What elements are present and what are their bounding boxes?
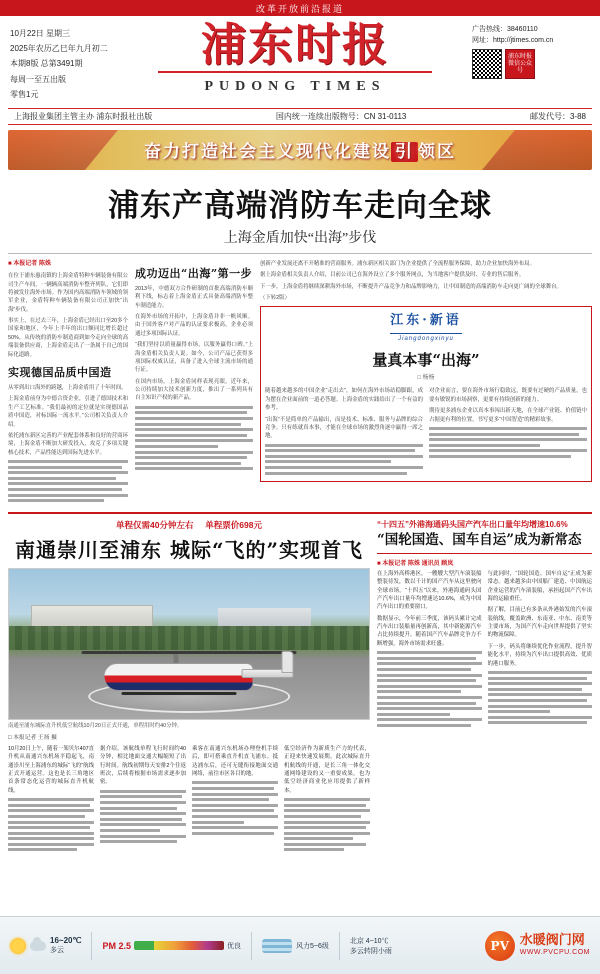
helicopter-column-2	[100, 745, 186, 854]
banner-text-before: 奋力打造社会主义现代化建设	[144, 142, 391, 163]
helicopter-tail-fin	[282, 651, 294, 673]
opinion-brand-cn: 江东·新语	[390, 311, 462, 333]
helicopter-column-3	[192, 745, 278, 854]
wind-level: 风力5~6级	[295, 942, 329, 950]
shipping-headline: “国轮国造、国车自运”成为新常态	[377, 531, 582, 548]
paragraph: 数据显示，今年前三季度，该码头累计完成汽车出口装船量再创新高，其中新能源汽车占比持续提升。随着国产汽车品牌竞争力不断增强，海外市场需求旺盛。	[377, 615, 482, 647]
article-column-1	[8, 260, 128, 505]
text-block-filler	[377, 651, 482, 727]
paragraph: 依托浦东新区完善的产业配套体系和良好的营商环境，上海金盾不断加大研发投入，攻克了多项关键核心技术，产品性能达到国际先进水平。	[8, 432, 128, 456]
paragraph: “出海”不是简单的产品输出，而是技术、标准、服务与品牌的综合竞争。只有练就真本事，才能在全球市场的激烈角逐中赢得一席之地。	[265, 416, 423, 440]
helicopter-kicker-left: 单程仅需40分钟左右	[116, 519, 194, 530]
banner-text-after: 领区	[418, 142, 456, 163]
article-column-3	[260, 260, 592, 505]
text-block-filler	[8, 798, 94, 851]
weather-bar	[0, 916, 600, 974]
qr-code-icon[interactable]	[472, 49, 502, 79]
opinion-body	[265, 387, 587, 477]
helicopter-illustration	[82, 647, 297, 703]
helicopter-kicker-right: 单程票价698元	[205, 519, 262, 530]
rotor-blade	[82, 651, 297, 654]
continuation-note: （下转2版）	[260, 295, 290, 302]
issue-number: 本期8版 总第3491期	[10, 59, 83, 69]
masthead-title-block	[118, 18, 472, 95]
weather-city2-condition: 多云转阴小雨	[349, 947, 392, 955]
opinion-column-right	[429, 387, 587, 477]
campaign-banner	[8, 130, 592, 170]
text-block-filler	[488, 671, 593, 724]
lead-article-body	[8, 260, 592, 505]
shipping-divider	[377, 553, 592, 554]
paragraph: 2013年，中德双方合作研制的首批高端消防车顺利下线，标志着上海金盾正式具备高端消防车整车制造能力。	[135, 285, 253, 309]
paragraph: 随着越来越多的中国企业“走出去”，如何在海外市场站稳脚跟，成为摆在企业面前的一道必答题。上海金盾的实践给出了一个有益的参考。	[265, 388, 423, 412]
paragraph: 下一步，码头将继续优化作业流程，提升智能化水平，持续为汽车出口提供高效、优质的港口服务。	[487, 643, 592, 667]
helicopter-headline: 南通崇川至浦东 城际“飞的”实现首飞	[15, 537, 363, 562]
paragraph: 上海金盾前身为中德合资企业，引进了德国技术和生产工艺标准。“我们最初的定位就是实现德国品质中国造，对标国际一流水平。”公司相关负责人介绍。	[8, 396, 128, 428]
opinion-column-left	[265, 387, 423, 477]
text-block-filler	[8, 460, 128, 502]
paragraph: 在海外市场的开拓中，上海金盾并非一帆风顺。由于国外客户对产品的认证要求极高，企业必须通过多项国际认证。	[135, 314, 253, 337]
issue-lunar-date: 2025年农历乙巳年九月初二	[10, 44, 108, 54]
weather-city2-temp: 4~10℃	[365, 937, 389, 945]
website-url: 网址：http://jtimes.com.cn	[472, 37, 554, 45]
lead-headline: 浦东产高端消防车走向全球	[108, 187, 492, 224]
watermark-logo	[485, 931, 590, 961]
helicopter-kicker	[8, 519, 370, 531]
paragraph: 10月20日上午，随着一架贝尔407直升机从南通兴东机场平稳起飞，南通崇川至上海浦东的城际“飞的”航线正式开通运营。这也是长三角地区首条常态化运营的城际直升机航线。	[8, 745, 94, 794]
helicopter-article	[8, 519, 370, 854]
campaign-banner-text	[144, 137, 456, 162]
banner-text-highlight: 引	[391, 142, 418, 162]
watermark-url: WWW.PVCPU.COM	[519, 948, 590, 956]
publication-info-bar	[8, 108, 592, 125]
opinion-title: 量真本事“出海”	[372, 350, 480, 369]
masthead-divider	[158, 71, 432, 73]
helicopter-photo	[8, 568, 370, 720]
paragraph: “我们坚持以质量赢得市场，以服务赢得口碑。”上海金盾相关负责人说。如今，公司产品已获得多项国际权威认证，具备了进入全球主流市场的通行证。	[135, 342, 253, 374]
air-quality	[102, 941, 241, 951]
paragraph: 乘客在南通兴东机场办理登机手续后，即可搭乘直升机直飞浦东。抵达浦东后，还可无缝衔接地面交通网络，前往市区各目的地。	[192, 745, 278, 778]
paper-title-cn: 浦东时报	[200, 18, 389, 71]
paragraph: 事实上，在过去三年，上海金盾已经出口至20多个国家和地区，今年上半年的出口额同比增长超过50%。从传统的消防车制造商到如今走向全球的高端装备供应商，上海金盾走出了一条属于自己的国际化道路。	[8, 318, 128, 358]
shipping-article-body	[377, 570, 592, 730]
ad-hotline: 广告热线：38460110	[472, 26, 538, 33]
helicopter-column-4	[284, 745, 370, 854]
weather-today-temp: 16~20℃	[50, 936, 82, 945]
headline-divider	[8, 253, 592, 254]
helicopter-skid	[122, 692, 237, 695]
weather-today-condition: 多云	[50, 947, 64, 954]
article-byline: ■ 本报记者 陈姝	[8, 260, 128, 269]
masthead-issue-info	[10, 22, 118, 102]
text-block-filler	[192, 781, 278, 834]
paragraph: 期待更多浦东企业以真本事闯出新天地，在全球产业链、价值链中占据更有利的位置，书写更多“中国智造”的精彩故事。	[429, 408, 587, 423]
publish-frequency: 每周一至五出版	[10, 74, 66, 84]
weather-city2-info	[350, 936, 392, 956]
paragraph: 据介绍，该航线单程飞行时间约40分钟，相比地面交通大幅缩短了出行时间。航线初期每天安排2个往返班次，后续将根据市场需求逐步加密。	[100, 745, 186, 786]
paragraph: 下一步，上海金盾将继续深耕海外市场，不断提升产品竞争力和品牌影响力，让中国制造的高端消防车走向更广阔的全球舞台。	[260, 283, 562, 290]
bottom-section	[8, 519, 592, 854]
text-block-filler	[135, 406, 253, 471]
top-slogan-text: 改革开放前沿报道	[255, 3, 344, 14]
qr-code-row	[472, 49, 590, 79]
shipping-column-2	[488, 570, 593, 730]
pm25-label: PM 2.5	[102, 940, 131, 951]
masthead-contact-block	[472, 22, 590, 79]
photo-caption: 南通至浦东城际直升机低空航线10月20日正式开通，单程用时约40分钟。	[8, 722, 183, 729]
text-block-filler	[429, 427, 587, 458]
weather-divider	[251, 932, 252, 960]
section-subtitle: 实现德国品质中国造	[8, 365, 112, 379]
opinion-box	[260, 306, 592, 482]
shipping-byline: ■ 本报记者 陈姝 通讯员 顾岚	[377, 558, 592, 567]
watermark-text	[520, 934, 590, 957]
masthead	[8, 16, 592, 104]
helicopter-column-1	[8, 745, 94, 854]
text-block-filler	[265, 444, 423, 475]
text-block-filler	[284, 798, 370, 851]
photo-byline: □ 本报记者 王扬 摄	[8, 734, 57, 741]
weather-today	[10, 936, 81, 955]
paragraph: 低空经济作为新质生产力的代表，正迎来快速发展期。此次城际直升机航线的开通，是长三角一体化交通网络建设的又一重要成果，也为低空经济商业化应用提供了新样本。	[284, 745, 370, 794]
shipping-article	[377, 519, 592, 854]
shipping-kicker: “十四五”外港海通码头国产汽车出口量年均增速10.6%	[377, 519, 568, 529]
pm25-scale-bar	[134, 941, 224, 950]
paragraph: 在上海外高桥港区，一艘艘大型汽车滚装船整装待发，数以千计的国产汽车从这里驶向全球市场。“十四五”以来，外港海通码头国产汽车出口量年均增速达10.6%，成为中国汽车出口的重要窗口。	[377, 570, 482, 611]
section-subtitle: 成功迈出“出海”第一步	[135, 266, 253, 280]
helicopter-body	[104, 663, 254, 691]
paragraph: 与此同时，“国轮国造、国车自运”正成为新常态。越来越多由中国船厂建造、中国航运企业运营的汽车滚装船，承担起国产汽车出海的运输重任。	[487, 570, 592, 602]
opinion-brand-pinyin: Jiangdongxinyu	[398, 335, 454, 342]
weather-divider	[339, 932, 340, 960]
wechat-qr-label[interactable]: 浦东时报 微信公众号	[505, 49, 535, 79]
paragraph: 对企业而言，要在海外市场行稳致远，既要有过硬的产品质量，也要有敏锐的市场洞察，更要有持续创新的能力。	[429, 388, 587, 403]
article-column-2	[135, 260, 253, 505]
section-divider	[8, 512, 592, 514]
wind-info	[262, 939, 329, 953]
paragraph: 在位于浦东惠南镇的上海金盾特种车辆装备有限公司生产车间，一辆辆高端消防车整齐列队，它们即将被发往海外市场。作为国内高端消防车领域的领军企业，金盾特种车辆装备有限公司正加快“出海”步伐。	[8, 273, 128, 313]
pm25-level: 优良	[226, 942, 241, 950]
pv-logo-icon: PV	[485, 931, 515, 961]
opinion-brand	[265, 311, 587, 343]
cn-number: 国内统一连续出版物号：CN 31-0113	[275, 111, 407, 121]
paragraph: 从零到出口海外的跨越，上海金盾用了十年时间。	[8, 385, 127, 392]
publisher-info: 上海报业集团主管主办 浦东时报社出版	[14, 111, 153, 121]
weather-today-info	[50, 936, 81, 955]
shipping-column-1	[377, 570, 482, 730]
weather-city-2	[350, 936, 392, 956]
weather-city2-label: 北京	[349, 937, 364, 945]
paragraph: 据上海金盾相关负责人介绍，目前公司已在海外设立了多个服务网点，为当地客户提供及时、专业的售后服务。	[260, 272, 525, 279]
text-block-filler	[100, 790, 186, 843]
sun-icon	[10, 938, 26, 954]
postal-code: 邮发代号：3-88	[529, 111, 586, 121]
weather-divider	[91, 932, 92, 960]
paragraph: 在国内市场，上海金盾同样表现亮眼。近年来，公司持续加大技术创新力度，推出了一系列具有自主知识产权的新产品。	[135, 378, 253, 402]
paper-title-en: PUDONG TIMES	[204, 79, 386, 94]
lead-subheadline: 上海金盾加快“出海”步伐	[223, 230, 377, 246]
paragraph: 创新产业发展还离不开精准的营商服务。浦东新区相关部门为企业提供了全流程服务保障，助力企业加快海外布局。	[260, 260, 535, 267]
helicopter-article-body	[8, 745, 370, 854]
top-slogan-strip	[0, 0, 600, 16]
wave-icon	[262, 939, 292, 953]
paragraph: 据了解，目前已有多条从外港始发的汽车滚装航线，覆盖欧洲、东南亚、中东、南美等主要市场，为国产汽车走向世界提供了坚实的物流保障。	[487, 607, 592, 639]
issue-price: 零售1元	[10, 89, 39, 99]
cloud-icon	[30, 941, 46, 951]
issue-date: 10月22日 星期三	[10, 29, 71, 38]
watermark-brand: 水暖阀门网	[519, 933, 585, 948]
opinion-byline: □ 杨杨	[417, 375, 435, 382]
